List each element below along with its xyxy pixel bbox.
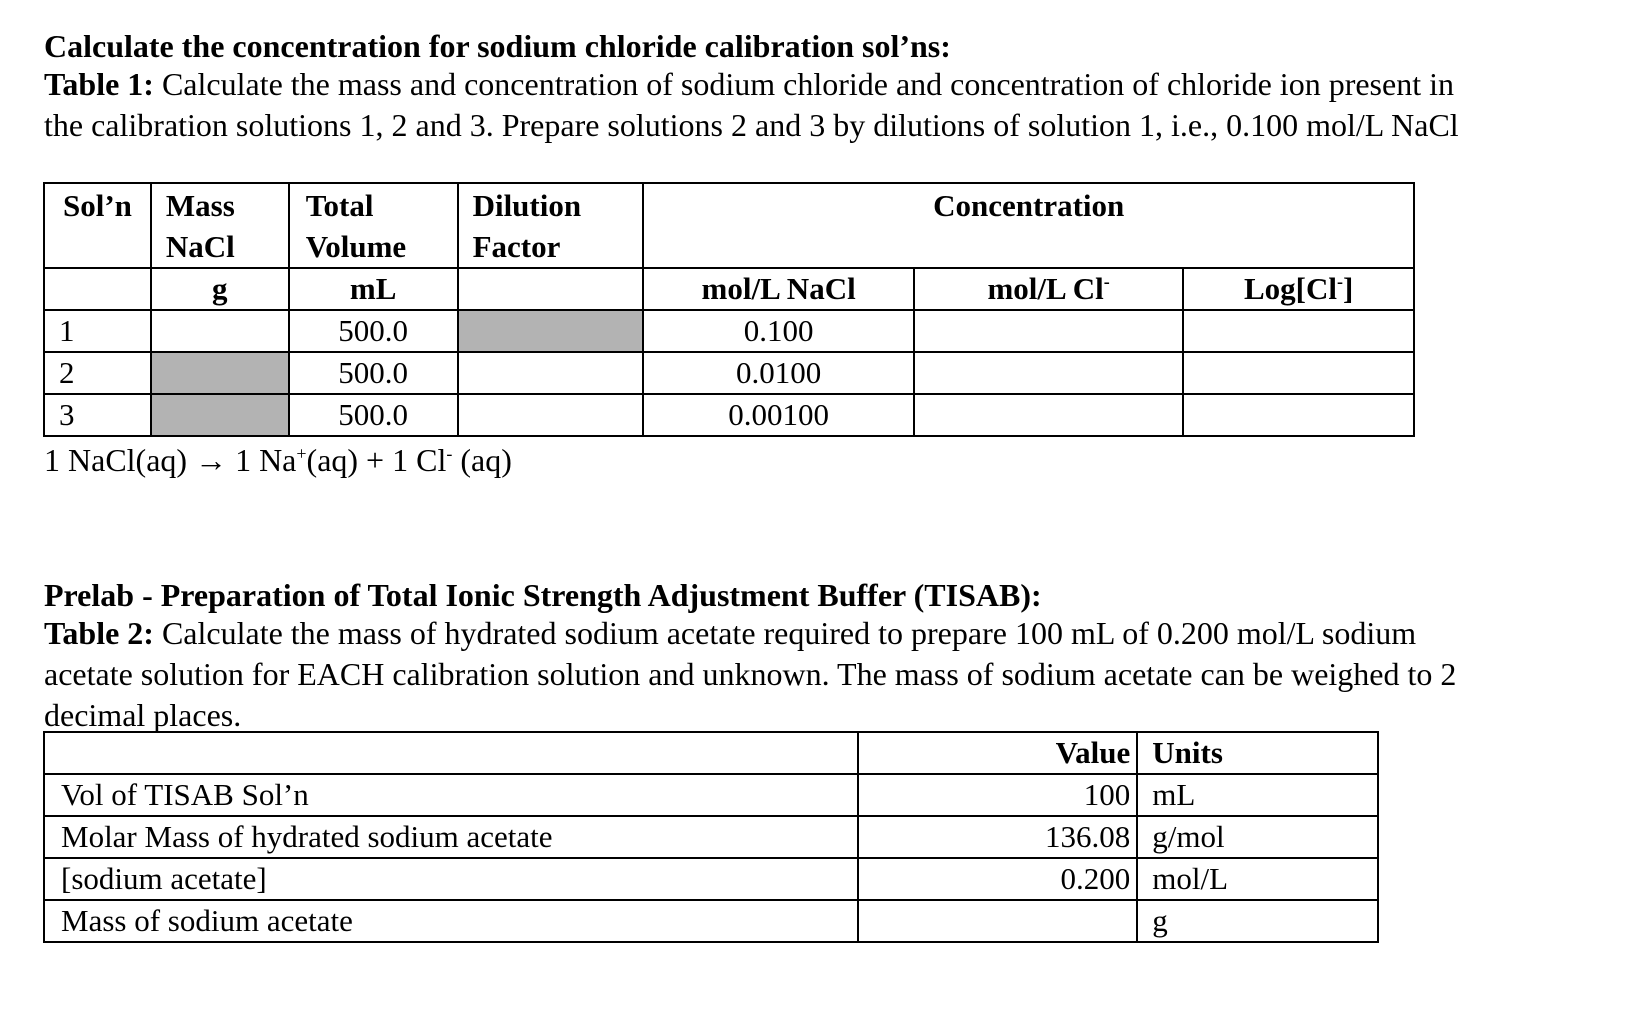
- table-row: [44, 858, 1378, 900]
- dissociation-equation: 1 NaCl(aq) → 1 Na+(aq) + 1 Cl- (aq): [44, 442, 512, 478]
- row3-log-input[interactable]: [1183, 394, 1414, 436]
- table2: [43, 731, 1379, 943]
- row1-nacl: 0.100: [643, 310, 914, 352]
- row-units: g: [1137, 900, 1378, 942]
- row-label: [sodium acetate]: [44, 858, 858, 900]
- table-row: [44, 352, 1414, 394]
- row3-soln: 3: [44, 394, 151, 436]
- table1-caption: [44, 64, 1484, 146]
- header-total-volume: Total Volume: [289, 183, 458, 268]
- section1-heading: Calculate the concentration for sodium chloride calibration sol’ns:: [44, 28, 951, 64]
- table2-header-blank: [44, 732, 858, 774]
- unit-volume: mL: [289, 268, 458, 310]
- mass-sodium-acetate-input[interactable]: [858, 900, 1138, 942]
- row2-nacl: 0.0100: [643, 352, 914, 394]
- row3-mass-shaded: [151, 394, 289, 436]
- row2-cl-input[interactable]: [914, 352, 1183, 394]
- row2-volume: 500.0: [289, 352, 458, 394]
- table-row: [44, 310, 1414, 352]
- row3-nacl: 0.00100: [643, 394, 914, 436]
- unit-nacl: mol/L NaCl: [643, 268, 914, 310]
- table2-description: Calculate the mass of hydrated sodium acetate required to prepare 100 mL of 0.200 mol/L sodium acetate solution for EACH calibration solution and unknown. The mass of sodium acetate can be weighed to 2 decimal places.: [44, 615, 1457, 733]
- unit-cl: mol/L Cl-: [914, 268, 1183, 310]
- row1-volume: 500.0: [289, 310, 458, 352]
- table2-header-row: [44, 732, 1378, 774]
- header-units: Units: [1137, 732, 1378, 774]
- header-soln: Sol’n: [44, 183, 151, 268]
- table2-caption: [44, 613, 1484, 736]
- row1-soln: 1: [44, 310, 151, 352]
- row2-dilution-input[interactable]: [458, 352, 644, 394]
- unit-dilution-cell: [458, 268, 644, 310]
- row-label: Molar Mass of hydrated sodium acetate: [44, 816, 858, 858]
- row-units: mol/L: [1137, 858, 1378, 900]
- header-value: Value: [858, 732, 1138, 774]
- row-value: 100: [858, 774, 1138, 816]
- row1-log-input[interactable]: [1183, 310, 1414, 352]
- unit-log-cl: Log[Cl-]: [1183, 268, 1414, 310]
- table-row: [44, 816, 1378, 858]
- table-row: [44, 774, 1378, 816]
- units-soln-cell: [44, 268, 151, 310]
- table1-description: Calculate the mass and concentration of sodium chloride and concentration of chloride ion present in the calibration solutions 1, 2 and 3. Prepare solutions 2 and 3 by dilutions of solution 1, i.e., 0.100 mol/L NaCl: [44, 66, 1459, 143]
- row-value: 0.200: [858, 858, 1138, 900]
- table1-units-row: [44, 268, 1414, 310]
- row2-log-input[interactable]: [1183, 352, 1414, 394]
- row-value: 136.08: [858, 816, 1138, 858]
- row3-dilution-input[interactable]: [458, 394, 644, 436]
- header-mass-nacl: Mass NaCl: [151, 183, 289, 268]
- row1-cl-input[interactable]: [914, 310, 1183, 352]
- table1-header-row: [44, 183, 1414, 268]
- table1-label: Table 1:: [44, 66, 154, 102]
- row1-dilution-shaded: [458, 310, 644, 352]
- table-row: [44, 394, 1414, 436]
- row-units: g/mol: [1137, 816, 1378, 858]
- row-units: mL: [1137, 774, 1378, 816]
- row2-mass-shaded: [151, 352, 289, 394]
- table2-label: Table 2:: [44, 615, 154, 651]
- header-concentration: Concentration: [643, 183, 1414, 268]
- row-label: Vol of TISAB Sol’n: [44, 774, 858, 816]
- row2-soln: 2: [44, 352, 151, 394]
- arrow-icon: →: [195, 442, 228, 478]
- header-dilution-factor: Dilution Factor: [458, 183, 644, 268]
- row-label: Mass of sodium acetate: [44, 900, 858, 942]
- table-row: [44, 900, 1378, 942]
- table1: [43, 182, 1415, 437]
- row3-cl-input[interactable]: [914, 394, 1183, 436]
- unit-mass: g: [151, 268, 289, 310]
- row1-mass-input[interactable]: [151, 310, 289, 352]
- section2-heading: Prelab - Preparation of Total Ionic Strength Adjustment Buffer (TISAB):: [44, 577, 1042, 613]
- row3-volume: 500.0: [289, 394, 458, 436]
